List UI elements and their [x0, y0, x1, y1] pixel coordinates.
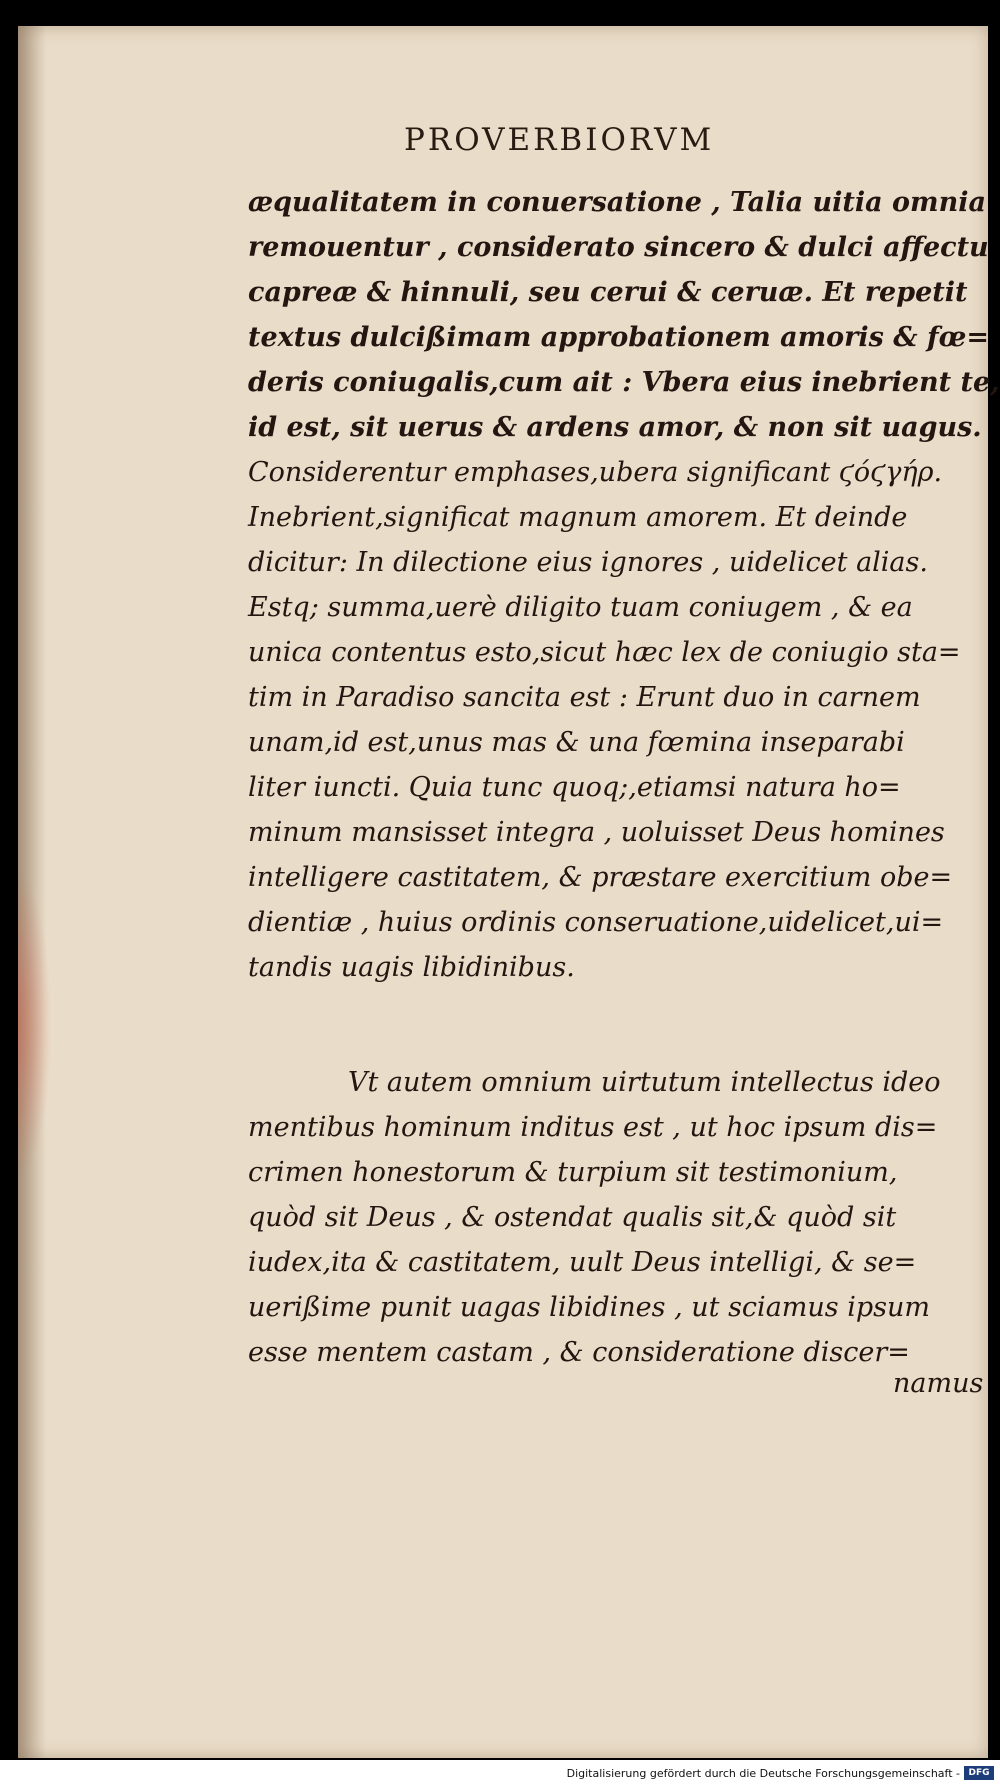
paragraph-gap: [248, 990, 976, 1060]
text-line: Estq; summa,uerè diligito tuam coniugem , & ea: [248, 592, 913, 623]
red-stain: [18, 870, 52, 1180]
text-line: crimen honestorum & turpium sit testimonium,: [248, 1157, 898, 1188]
paragraph-1: [248, 180, 1000, 990]
text-line: tim in Paradiso sancita est : Erunt duo in carnem: [248, 682, 921, 713]
text-line: dientiæ , huius ordinis conseruatione,uidelicet,ui=: [248, 907, 944, 938]
text-line: tandis uagis libidinibus.: [248, 952, 575, 983]
text-line: minum mansisset integra , uoluisset Deus homines: [248, 817, 945, 848]
text-block: [248, 180, 1000, 1375]
paragraph-2: [248, 1060, 976, 1375]
text-line: intelligere castitatem, & præstare exercitium obe=: [248, 862, 953, 893]
catchword: namus: [893, 1368, 984, 1399]
footer-credit: Digitalisierung gefördert durch die Deutsche Forschungsgemeinschaft -: [566, 1767, 960, 1780]
text-line: id est, sit uerus & ardens amor, & non sit uagus.: [248, 412, 982, 443]
text-line: mentibus hominum inditus est , ut hoc ipsum dis=: [248, 1112, 938, 1143]
text-line: Considerentur emphases,ubera significant ϛόϛγήρ.: [248, 457, 943, 488]
text-line: dicitur: In dilectione eius ignores , uidelicet alias.: [248, 547, 928, 578]
text-line: liter iuncti. Quia tunc quoq;,etiamsi natura ho=: [248, 772, 901, 803]
text-line: uerißime punit uagas libidines , ut sciamus ipsum: [248, 1292, 930, 1323]
text-line: capreæ & hinnuli, seu cerui & ceruæ. Et repetit: [248, 277, 968, 308]
text-line: iudex,ita & castitatem, uult Deus intelligi, & se=: [248, 1247, 917, 1278]
text-line: unica contentus esto,sicut hæc lex de coniugio sta=: [248, 637, 961, 668]
text-line: Inebrient,significat magnum amorem. Et deinde: [248, 502, 908, 533]
text-line: remouentur , considerato sincero & dulci affectu: [248, 232, 989, 263]
text-line: unam,id est,unus mas & una fœmina inseparabi: [248, 727, 905, 758]
text-line: esse mentem castam , & consideratione discer=: [248, 1337, 910, 1368]
text-line: deris coniugalis,cum ait : Vbera eius inebrient te,: [248, 367, 1000, 398]
text-line: textus dulcißimam approbationem amoris & fœ=: [248, 322, 990, 353]
dfg-logo: DFG: [964, 1766, 994, 1780]
running-head: PROVERBIORVM: [404, 122, 715, 158]
text-line: Vt autem omnium uirtutum intellectus ideo: [348, 1067, 941, 1098]
text-line: æqualitatem in conuersatione , Talia uitia omnia: [248, 187, 986, 218]
text-line: quòd sit Deus , & ostendat qualis sit,& quòd sit: [248, 1202, 897, 1233]
